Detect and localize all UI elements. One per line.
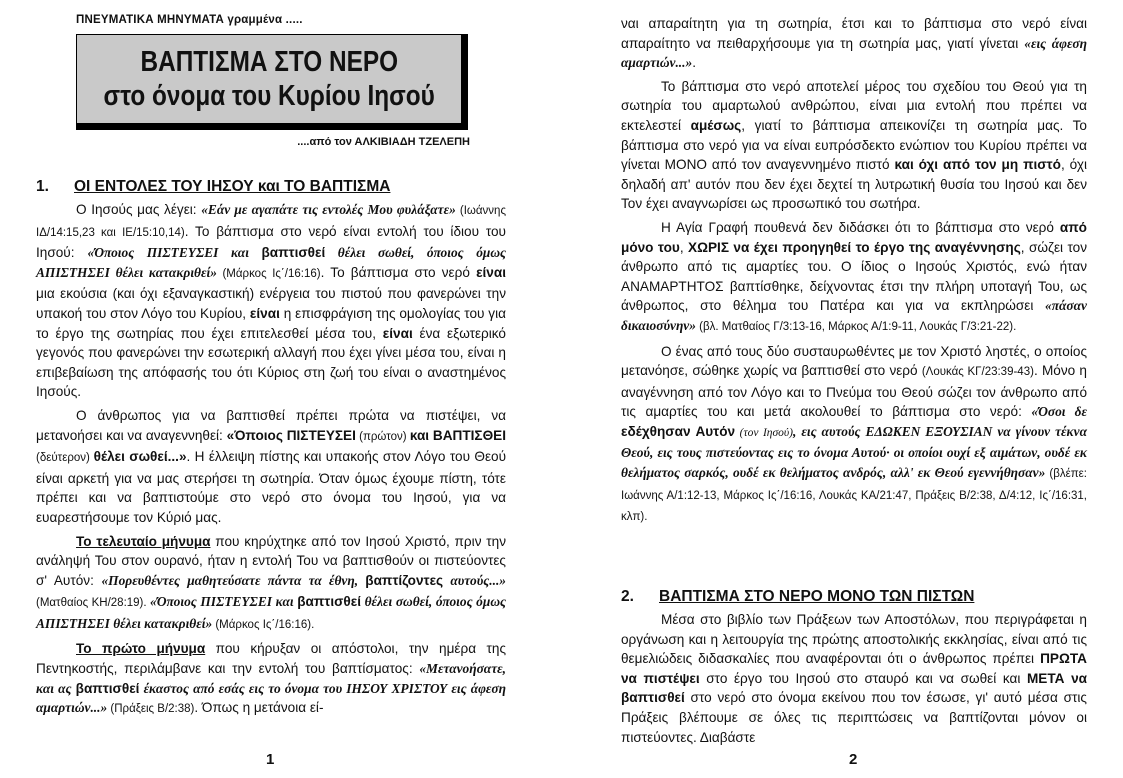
text-run: έκαστος από εσάς εις το όνομα του ΙΗΣΟΥ ΧΡΙΣΤΟΥ εις άφεση αμαρτιών...» bbox=[36, 680, 506, 716]
text-run: . Όπως η μετάνοια εί- bbox=[194, 700, 324, 716]
title-box bbox=[76, 34, 468, 130]
text-run: εδέχθησαν Αυτόν bbox=[621, 423, 736, 439]
text-run: ΧΩΡΙΣ να έχει προηγηθεί το έργο της αναγέννησης bbox=[688, 239, 1021, 255]
text-run: «Πορευθέντες μαθητεύσατε πάντα τα έθνη, bbox=[101, 572, 366, 588]
text-run: Το πρώτο μήνυμα bbox=[76, 641, 206, 657]
text-run: (Μάρκος Ις΄/16:16). bbox=[212, 618, 315, 631]
left-body bbox=[36, 200, 506, 724]
text-run: «Μετανοήσατε, και ας bbox=[36, 661, 506, 696]
text-run: Ο άνθρωπος για να βαπτισθεί πρέπει πρώτα να πιστέψει, να μετανοήσει και να αναγεννηθεί: bbox=[36, 407, 506, 443]
text-run: βαπτισθεί bbox=[297, 594, 361, 610]
title-line-2: στο όνομα του Κυρίου Ιησού bbox=[103, 80, 435, 112]
text-run: . Μόνο η αναγέννηση από τον Λόγο και το Πνεύμα του Θεού σώζει τον άνθρωπο από τις αμαρτίες του και μετά ακολουθεί το βάπτισμα στο νερό: bbox=[621, 363, 1087, 420]
text-run: (πρώτον) bbox=[355, 430, 410, 443]
title-line-1: ΒΑΠΤΙΣΜΑ ΣΤΟ ΝΕΡΟ bbox=[140, 46, 398, 78]
text-run: θέλει σωθεί, όποιος όμως ΑΠΙΣΤΗΣΕΙ θέλει κατακριθεί» bbox=[36, 594, 506, 631]
text-run: «Όποιος ΠΙΣΤΕΥΣΕΙ και bbox=[150, 594, 298, 610]
text-run: , εις αυτούς ΕΔΩΚΕΝ ΕΞΟΥΣΙΑΝ να γίνουν τέκνα Θεού, εις τους πιστεύοντας εις το όνομα Αυτού· οι οποίοι ουχί εξ αιμάτων, ουδέ εκ θελήματος σαρκός, ουδέ εκ θελήματος ανδρός, αλλ' εκ Θεού εγεννήθησαν» bbox=[621, 423, 1087, 481]
right-body-top bbox=[621, 14, 1087, 532]
text-run: που κηρύχτηκε από τον Ιησού Χριστό, πριν την ανάληψή Του στον ουρανό, ήταν η εντολή Του να βαπτισθούν οι πιστεύοντες σ' Αυτόν: bbox=[36, 533, 506, 588]
text-run: που κήρυξαν οι απόστολοι, την ημέρα της Πεντηκοστής, περιλάμβανε και την εντολή του βαπτίσματος: bbox=[36, 641, 506, 677]
text-run: Το βάπτισμα στο νερό αποτελεί μέρος του σχεδίου του Θεού για τη σωτηρία του αμαρτωλού ανθρώπου, είναι μια εντολή που πρέπει να εκτελεστεί bbox=[621, 78, 1087, 133]
text-run: και ΒΑΠΤΙΣΘΕΙ bbox=[409, 427, 506, 443]
text-run: η επισφράγιση της ομολογίας του για το έργο της σωτηρίας που έχει επιτελεσθεί μέσα του, bbox=[36, 305, 506, 341]
paragraph bbox=[621, 610, 1087, 747]
paragraph bbox=[36, 200, 506, 402]
text-run: ΜΕΤΑ να βαπτισθεί bbox=[621, 670, 1087, 706]
text-run: βαπτισθεί bbox=[261, 245, 326, 261]
text-run: Ο ένας από τους δύο συσταυρωθέντες με τον Χριστό ληστές, ο οποίος μετανόησε, σώθηκε χωρίς να βαπτισθεί στο νερό bbox=[621, 343, 1087, 379]
text-run: ένα εξωτερικό γεγονός που φανερώνει την εσωτερική αλλαγή που έχει γίνει μέσα του, είναι η επιβεβαίωση της απόφασής του ότι Κύριος στη ζωή του είναι ο αναστημένος Ιησούς. bbox=[36, 325, 506, 400]
section-1-heading bbox=[36, 178, 390, 196]
text-run: , γιατί το βάπτισμα απεικονίζει τη σωτηρία μας. Το βάπτισμα στο νερό για να είναι ευπρόσδεκτο ενώπιον του Κυρίου πρέπει να γίνεται ΜΟΝΟ από τον αναγεννημένο πιστό bbox=[621, 117, 1087, 173]
paragraph bbox=[36, 639, 506, 719]
section-1-number: 1. bbox=[36, 178, 49, 195]
page-left bbox=[36, 0, 506, 778]
section-2-heading bbox=[621, 588, 974, 606]
text-run: είναι bbox=[382, 325, 413, 341]
text-run: ΠΡΩΤΑ να πιστέψει bbox=[621, 651, 1087, 686]
paragraph bbox=[621, 77, 1087, 214]
section-1-title: ΟΙ ΕΝΤΟΛΕΣ ΤΟΥ ΙΗΣΟΥ και ΤΟ ΒΑΠΤΙΣΜΑ bbox=[74, 178, 391, 195]
text-run: . Το βάπτισμα στο νερό bbox=[320, 264, 477, 280]
text-run: βαπτισθεί bbox=[75, 680, 140, 696]
paragraph bbox=[621, 218, 1087, 338]
text-run: στο νερό στο όνομα εκείνου που τον έσωσε, γι' αυτό μέσα στις Πράξεις βλέπουμε σε όλες τις περιπτώσεις να βαπτίζονται μόνον οι πιστεύοντες. Διαβάστε bbox=[621, 690, 1087, 745]
author-line: ....από τον ΑΛΚΙΒΙΑΔΗ ΤΖΕΛΕΠΗ bbox=[297, 136, 470, 148]
text-run: «Όποιος ΠΙΣΤΕΥΣΕΙ bbox=[226, 427, 356, 443]
page-right bbox=[621, 0, 1087, 778]
text-run: Μέσα στο βιβλίο των Πράξεων των Αποστόλων, που περιγράφεται η οργάνωση και η λειτουργία της πρώτης αποστολικής εκκλησίας, είναι από τις θεμελιώδεις διδασκαλίες που αναφέρονται ότι ο άνθρωπος πρέπει bbox=[621, 612, 1087, 667]
text-run: (Ιωάννης ΙΔ/14:15,23 και ΙΕ/15:10,14) bbox=[36, 205, 506, 239]
text-run: Ο Ιησούς μας λέγει: bbox=[76, 202, 202, 217]
paragraph bbox=[36, 406, 506, 528]
text-run: (Πράξεις Β/2:38) bbox=[107, 703, 195, 716]
text-run: Η Αγία Γραφή πουθενά δεν διδάσκει ότι το βάπτισμα στο νερό bbox=[661, 219, 1060, 235]
text-run: μια εκούσια (και όχι εξαναγκαστική) ενέργεια του πιστού που φανερώνει την υπακοή του στον Λόγο του Κυρίου, bbox=[36, 286, 506, 321]
text-run: αμέσως bbox=[690, 117, 742, 133]
text-run: «εις άφεση αμαρτιών...» bbox=[621, 35, 1088, 71]
text-run: , όχι δηλαδή απ' αυτόν που δεν έχει δεχτεί τη λυτρωτική θυσία του Ιησού και δεν Τον έχει αναγνωρίσει ως προσωπικό του σωτήρα. bbox=[621, 157, 1088, 212]
text-run: «Εάν με αγαπάτε τις εντολές Μου φυλάξατε» bbox=[201, 202, 456, 217]
section-2-title: ΒΑΠΤΙΣΜΑ ΣΤΟ ΝΕΡΟ ΜΟΝΟ ΤΩΝ ΠΙΣΤΩΝ bbox=[659, 588, 975, 605]
text-run: από μόνο του bbox=[621, 219, 1087, 255]
right-body-bottom bbox=[621, 610, 1087, 751]
paragraph bbox=[36, 532, 506, 636]
text-run: «Όποιος ΠΙΣΤΕΥΣΕΙ και bbox=[87, 245, 262, 261]
text-run: . bbox=[692, 55, 696, 71]
text-run: αυτούς...» bbox=[443, 572, 506, 588]
series-header: ΠΝΕΥΜΑΤΙΚΑ ΜΗΝΥΜΑΤΑ γραμμένα ..... bbox=[76, 14, 303, 26]
text-run: «πάσαν δικαιοσύνην» bbox=[621, 298, 1087, 333]
text-run: (βλέπε: Ιωάννης Α/1:12-13, Μάρκος Ις΄/16:16, Λουκάς ΚΑ/21:47, Πράξεις Β/2:38, Δ/4:12, Ις΄/16:31, κλπ). bbox=[621, 468, 1087, 524]
text-run: , bbox=[679, 239, 689, 255]
text-run: (Λουκάς ΚΓ/23:39-43) bbox=[921, 366, 1034, 379]
page-number: 2 bbox=[849, 751, 858, 768]
text-run: (Μάρκος Ις΄/16:16) bbox=[216, 267, 321, 280]
text-run: είναι bbox=[476, 264, 506, 280]
text-run: θέλει σωθεί, όποιος όμως ΑΠΙΣΤΗΣΕΙ θέλει κατακριθεί» bbox=[36, 245, 506, 280]
text-run: . Η έλλειψη πίστης και υπακοής στον Λόγο του Θεού είναι αρκετή για να μας στερήσει τη σωτηρία. Όταν όμως έχουμε πίστη, τότε πρέπει και να βαπτιστούμε στο νερό στο όνομα του Ιησού, για να ευαρεστήσουμε τον Κύριό μας. bbox=[36, 449, 507, 525]
text-run: στο έργο του Ιησού στο σταυρό και να σωθεί και bbox=[699, 670, 1027, 686]
text-run: . Το βάπτισμα στο νερό είναι εντολή του ίδιου του Ιησού: bbox=[36, 223, 506, 261]
text-run: ναι απαραίτητη για τη σωτηρία, έτσι και το βάπτισμα στο νερό είναι απαραίτητο να πειθαρχήσουμε για τη σωτηρία μας, γιατί γίνεται bbox=[621, 16, 1087, 51]
text-run: Το τελευταίο μήνυμα bbox=[76, 533, 211, 549]
section-2-number: 2. bbox=[621, 588, 634, 605]
text-run: (Ματθαίος ΚΗ/28:19). bbox=[36, 597, 151, 610]
text-run: και όχι από τον μη πιστό bbox=[894, 157, 1061, 173]
text-run: «Όσοι δε bbox=[1031, 404, 1087, 420]
paragraph bbox=[621, 14, 1087, 73]
paragraph bbox=[621, 342, 1087, 528]
text-run: (τον Ιησού) bbox=[735, 426, 794, 439]
text-run: , σώζει τον άνθρωπο από τις αμαρτίες του. Ο ίδιος ο Ιησούς Χριστός, ενώ ήταν ΑΝΑΜΑΡΤΗΤΟΣ βαπτίσθηκε, δείχνοντας έτσι την πλήρη υποταγή Του, ως άνθρωπος, στο θέλημα του Πατέρα και για να εκπληρώσει bbox=[621, 239, 1087, 314]
page-number: 1 bbox=[266, 751, 275, 768]
text-run: είναι bbox=[249, 305, 280, 321]
text-run: θέλει σωθεί...» bbox=[93, 449, 187, 465]
text-run: (δεύτερον) bbox=[36, 452, 94, 465]
text-run: βαπτίζοντες bbox=[365, 572, 444, 588]
text-run: (βλ. Ματθαίος Γ/3:13-16, Μάρκος Α/1:9-11, Λουκάς Γ/3:21-22). bbox=[695, 320, 1017, 333]
